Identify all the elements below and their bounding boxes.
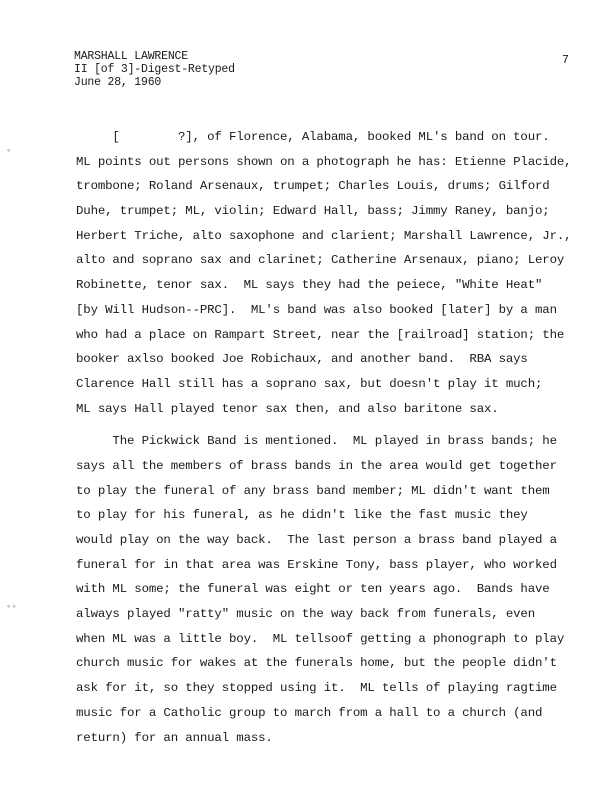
text-line: when ML was a little boy. ML tellsoof getting a phonograph to play (76, 631, 565, 646)
text-line: would play on the way back. The last person a brass band played a (76, 533, 557, 547)
interview-date: June 28, 1960 (74, 76, 162, 89)
text-line: funeral for in that area was Erskine Tony, bass player, who worked (76, 557, 557, 572)
text-line: booker axlso booked Joe Robichaux, and another band. RBA says (76, 352, 528, 367)
text-line: music for a Catholic group to march from a hall to a church (and (76, 705, 543, 720)
text-line: Robinette, tenor sax. ML says they had the peiece, "White Heat" (76, 278, 543, 293)
text-line: return) for an annual mass. (76, 730, 273, 745)
text-line: who had a place on Rampart Street, near the [railroad] station; the (76, 327, 565, 342)
text-line: Duhe, trumpet; ML, violin; Edward Hall, bass; Jimmy Raney, banjo; (76, 204, 550, 219)
margin-mark-upper: ° (6, 148, 12, 158)
interviewee-name: MARSHALL LAWRENCE (74, 50, 188, 63)
text-line: church music for wakes at the funerals home, but the people didn't (76, 656, 557, 671)
text-line: with ML some; the funeral was eight or ten years ago. Bands have (76, 582, 550, 597)
margin-mark-lower: °° (6, 604, 17, 614)
text-line: alto and soprano sax and clarinet; Catherine Arsenaux, piano; Leroy (76, 253, 565, 268)
text-line: says all the members of brass bands in the area would get together (76, 458, 557, 473)
text-line: The Pickwick Band is mentioned. ML played in brass bands; he (76, 434, 557, 449)
text-line: ML points out persons shown on a photograph he has: Etienne Placide, (76, 154, 572, 169)
document-body (76, 125, 576, 750)
text-line: always played "ratty" music on the way back from funerals, even (76, 607, 535, 622)
text-line: ask for it, so they stopped using it. ML tells of playing ragtime (76, 681, 557, 696)
text-line: Herbert Triche, alto saxophone and clarient; Marshall Lawrence, Jr., (76, 228, 572, 243)
text-line: ML says Hall played tenor sax then, and also baritone sax. (76, 401, 499, 416)
text-line: trombone; Roland Arsenaux, trumpet; Charles Louis, drums; Gilford (76, 179, 550, 194)
text-line: to play for his funeral, as he didn't like the fast music they (76, 508, 528, 523)
text-line: [by Will Hudson--PRC]. ML's band was also booked [later] by a man (76, 302, 557, 317)
page-number: 7 (562, 54, 569, 67)
text-line: to play the funeral of any brass band member; ML didn't want them (76, 483, 550, 498)
text-line: Clarence Hall still has a soprano sax, but doesn't play it much; (76, 376, 543, 391)
paragraph (76, 429, 576, 750)
text-line: [ ?], of Florence, Alabama, booked ML's band on tour. (76, 130, 550, 144)
reel-label: II [of 3]-Digest-Retyped (74, 63, 235, 76)
document-header (74, 50, 235, 89)
paragraph (76, 125, 576, 421)
